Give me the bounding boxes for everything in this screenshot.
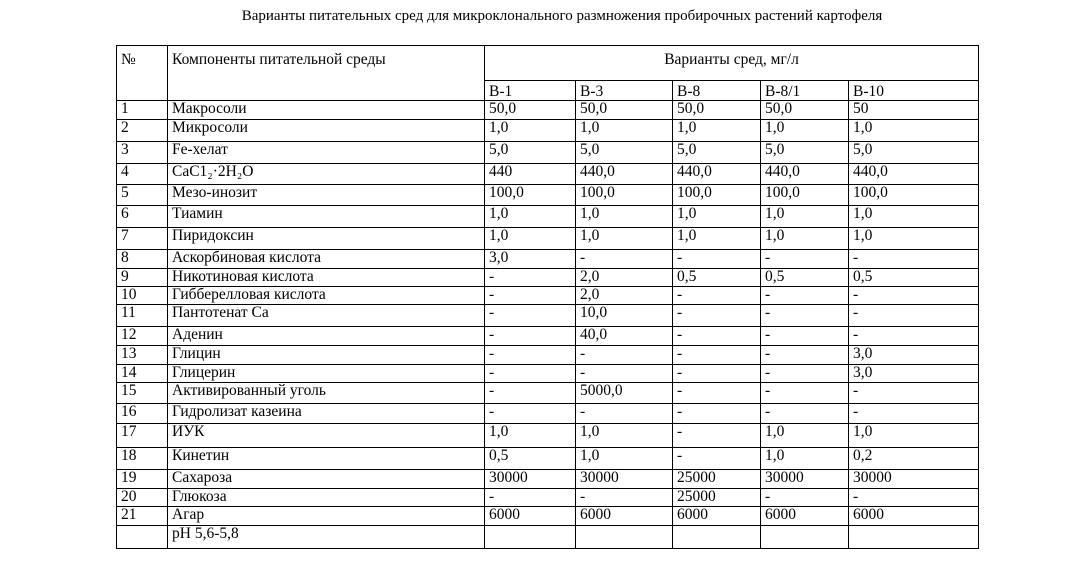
component-name: Микросоли bbox=[168, 120, 485, 142]
variant-value: 30000 bbox=[485, 470, 576, 489]
variant-value: 100,0 bbox=[673, 185, 761, 206]
row-number: 12 bbox=[117, 327, 168, 346]
variant-value: 440,0 bbox=[673, 164, 761, 185]
variant-value: 440,0 bbox=[761, 164, 849, 185]
variant-value: 0,5 bbox=[761, 269, 849, 287]
row-number: 2 bbox=[117, 120, 168, 142]
row-number: 21 bbox=[117, 507, 168, 526]
variant-value: 440,0 bbox=[849, 164, 979, 185]
variant-value: 1,0 bbox=[576, 424, 673, 448]
component-name: Агар bbox=[168, 507, 485, 526]
table-row bbox=[117, 206, 979, 228]
variant-value: 1,0 bbox=[761, 206, 849, 228]
variant-value bbox=[485, 526, 576, 549]
variant-value: 25000 bbox=[673, 489, 761, 507]
component-name: pH 5,6-5,8 bbox=[168, 526, 485, 549]
table-row bbox=[117, 142, 979, 164]
variant-value: - bbox=[485, 269, 576, 287]
row-number: 11 bbox=[117, 305, 168, 327]
row-number: 3 bbox=[117, 142, 168, 164]
variant-value: - bbox=[485, 489, 576, 507]
variant-value: 1,0 bbox=[485, 120, 576, 142]
variant-value: 6000 bbox=[761, 507, 849, 526]
table-row bbox=[117, 120, 979, 142]
table-row bbox=[117, 489, 979, 507]
table-row bbox=[117, 305, 979, 327]
variant-value: 5,0 bbox=[673, 142, 761, 164]
variant-value: 1,0 bbox=[485, 206, 576, 228]
variant-value: 1,0 bbox=[485, 228, 576, 250]
component-name: Кинетин bbox=[168, 448, 485, 470]
variant-value: 1,0 bbox=[673, 120, 761, 142]
variant-value: - bbox=[485, 383, 576, 404]
table-row bbox=[117, 365, 979, 383]
variant-value: 2,0 bbox=[576, 287, 673, 305]
variant-value: - bbox=[761, 305, 849, 327]
component-name: Глюкоза bbox=[168, 489, 485, 507]
variant-value: 100,0 bbox=[761, 185, 849, 206]
variant-value: - bbox=[485, 404, 576, 424]
variant-value: - bbox=[761, 365, 849, 383]
variant-value: 5,0 bbox=[576, 142, 673, 164]
row-number: 15 bbox=[117, 383, 168, 404]
variant-value: 0,5 bbox=[485, 448, 576, 470]
variant-value: - bbox=[673, 287, 761, 305]
variant-value: 30000 bbox=[576, 470, 673, 489]
variant-value: - bbox=[485, 305, 576, 327]
row-number: 18 bbox=[117, 448, 168, 470]
variant-value: 30000 bbox=[849, 470, 979, 489]
variant-value: 1,0 bbox=[761, 120, 849, 142]
header-variant-col: В-10 bbox=[849, 81, 979, 101]
variant-value: 1,0 bbox=[576, 206, 673, 228]
component-name: Мезо-инозит bbox=[168, 185, 485, 206]
header-variant-col: В-1 bbox=[485, 81, 576, 101]
variant-value: 1,0 bbox=[761, 448, 849, 470]
table-row bbox=[117, 404, 979, 424]
row-number: 6 bbox=[117, 206, 168, 228]
variant-value: 0,5 bbox=[673, 269, 761, 287]
table-body bbox=[117, 101, 979, 549]
variant-value: - bbox=[576, 404, 673, 424]
component-name: Аскорбиновая кислота bbox=[168, 250, 485, 269]
variant-value: - bbox=[485, 365, 576, 383]
variant-value: 6000 bbox=[485, 507, 576, 526]
variant-value: 5000,0 bbox=[576, 383, 673, 404]
component-name: ИУК bbox=[168, 424, 485, 448]
variant-value: 1,0 bbox=[761, 228, 849, 250]
table-row bbox=[117, 185, 979, 206]
variant-value: - bbox=[761, 346, 849, 365]
row-number: 9 bbox=[117, 269, 168, 287]
variant-value: - bbox=[761, 404, 849, 424]
variant-value: 1,0 bbox=[673, 228, 761, 250]
variant-value: - bbox=[761, 327, 849, 346]
variant-value: - bbox=[673, 250, 761, 269]
variant-value: 1,0 bbox=[849, 120, 979, 142]
variant-value bbox=[576, 526, 673, 549]
table-row bbox=[117, 448, 979, 470]
variant-value: - bbox=[673, 448, 761, 470]
variant-value: 1,0 bbox=[673, 206, 761, 228]
variant-value: - bbox=[761, 287, 849, 305]
variant-value: 1,0 bbox=[485, 424, 576, 448]
variant-value: 3,0 bbox=[849, 365, 979, 383]
variant-value bbox=[673, 526, 761, 549]
component-name: Макросоли bbox=[168, 101, 485, 120]
variant-value: 100,0 bbox=[576, 185, 673, 206]
component-name: Fe-хелат bbox=[168, 142, 485, 164]
header-variant-col: В-8 bbox=[673, 81, 761, 101]
variant-value: 0,5 bbox=[849, 269, 979, 287]
row-number: 17 bbox=[117, 424, 168, 448]
variant-value: 3,0 bbox=[849, 346, 979, 365]
variant-value bbox=[761, 526, 849, 549]
table-row bbox=[117, 228, 979, 250]
variant-value: - bbox=[849, 305, 979, 327]
variant-value: 3,0 bbox=[485, 250, 576, 269]
header-component: Компоненты питательной среды bbox=[168, 46, 485, 101]
variant-value: 50,0 bbox=[673, 101, 761, 120]
row-number: 19 bbox=[117, 470, 168, 489]
variant-value: 40,0 bbox=[576, 327, 673, 346]
variant-value: 1,0 bbox=[576, 120, 673, 142]
variant-value: 1,0 bbox=[849, 206, 979, 228]
nutrient-media-table bbox=[116, 45, 979, 549]
variant-value: 50,0 bbox=[761, 101, 849, 120]
table-row bbox=[117, 346, 979, 365]
variant-value: - bbox=[576, 489, 673, 507]
table-row bbox=[117, 526, 979, 549]
variant-value: 6000 bbox=[849, 507, 979, 526]
variant-value: 6000 bbox=[576, 507, 673, 526]
variant-value: 100,0 bbox=[485, 185, 576, 206]
row-number: 14 bbox=[117, 365, 168, 383]
variant-value: 440,0 bbox=[576, 164, 673, 185]
table-row bbox=[117, 424, 979, 448]
component-name: Аденин bbox=[168, 327, 485, 346]
row-number: 16 bbox=[117, 404, 168, 424]
variant-value: - bbox=[761, 489, 849, 507]
component-name: Тиамин bbox=[168, 206, 485, 228]
row-number: 20 bbox=[117, 489, 168, 507]
component-name: Сахароза bbox=[168, 470, 485, 489]
variant-value: - bbox=[673, 424, 761, 448]
header-variant-col: В-8/1 bbox=[761, 81, 849, 101]
variant-value: 1,0 bbox=[576, 448, 673, 470]
variant-value: 5,0 bbox=[849, 142, 979, 164]
variant-value: - bbox=[673, 404, 761, 424]
header-variant-col: В-3 bbox=[576, 81, 673, 101]
variant-value: - bbox=[849, 489, 979, 507]
variant-value: 2,0 bbox=[576, 269, 673, 287]
variant-value: - bbox=[485, 287, 576, 305]
component-name: Пиридоксин bbox=[168, 228, 485, 250]
row-number: 10 bbox=[117, 287, 168, 305]
variant-value: - bbox=[849, 250, 979, 269]
variant-value: - bbox=[849, 383, 979, 404]
variant-value: 50,0 bbox=[485, 101, 576, 120]
variant-value: - bbox=[673, 346, 761, 365]
table-row bbox=[117, 250, 979, 269]
variant-value bbox=[849, 526, 979, 549]
variant-value: 0,2 bbox=[849, 448, 979, 470]
variant-value: - bbox=[761, 383, 849, 404]
table-row bbox=[117, 383, 979, 404]
variant-value: - bbox=[485, 327, 576, 346]
table-title: Варианты питательных сред для микроклонального размножения пробирочных растений картофеля bbox=[241, 8, 883, 24]
row-number: 8 bbox=[117, 250, 168, 269]
component-name: CaC1₂·2H₂O bbox=[168, 164, 485, 185]
component-name: Глицерин bbox=[168, 365, 485, 383]
variant-value: 25000 bbox=[673, 470, 761, 489]
table-row bbox=[117, 164, 979, 185]
variant-value: 1,0 bbox=[761, 424, 849, 448]
variant-value: - bbox=[673, 383, 761, 404]
row-number: 4 bbox=[117, 164, 168, 185]
variant-value: - bbox=[673, 327, 761, 346]
variant-value: 1,0 bbox=[576, 228, 673, 250]
variant-value: - bbox=[576, 346, 673, 365]
component-name: Активированный уголь bbox=[168, 383, 485, 404]
variant-value: - bbox=[673, 305, 761, 327]
table-row bbox=[117, 327, 979, 346]
variant-value: 6000 bbox=[673, 507, 761, 526]
table-row bbox=[117, 269, 979, 287]
variant-value: 50 bbox=[849, 101, 979, 120]
component-name: Глицин bbox=[168, 346, 485, 365]
variant-value: 1,0 bbox=[849, 228, 979, 250]
row-number: 5 bbox=[117, 185, 168, 206]
row-number: 7 bbox=[117, 228, 168, 250]
component-name: Никотиновая кислота bbox=[168, 269, 485, 287]
variant-value: - bbox=[849, 404, 979, 424]
component-name: Гиббереллoвая кислота bbox=[168, 287, 485, 305]
variant-value: - bbox=[485, 346, 576, 365]
variant-value: - bbox=[576, 365, 673, 383]
variant-value: 10,0 bbox=[576, 305, 673, 327]
variant-value: 5,0 bbox=[761, 142, 849, 164]
variant-value: - bbox=[849, 287, 979, 305]
table-row bbox=[117, 101, 979, 120]
variant-value: - bbox=[761, 250, 849, 269]
header-variants: Варианты сред, мг/л bbox=[485, 46, 979, 81]
variant-value: 100,0 bbox=[849, 185, 979, 206]
table-row bbox=[117, 507, 979, 526]
table-row bbox=[117, 470, 979, 489]
variant-value: 50,0 bbox=[576, 101, 673, 120]
variant-value: 440 bbox=[485, 164, 576, 185]
row-number bbox=[117, 526, 168, 549]
component-name: Гидролизат казеина bbox=[168, 404, 485, 424]
variant-value: 5,0 bbox=[485, 142, 576, 164]
header-number: № bbox=[117, 46, 168, 101]
variant-value: - bbox=[849, 327, 979, 346]
row-number: 1 bbox=[117, 101, 168, 120]
component-name: Пантотенат Са bbox=[168, 305, 485, 327]
table-row bbox=[117, 287, 979, 305]
variant-value: - bbox=[673, 365, 761, 383]
row-number: 13 bbox=[117, 346, 168, 365]
variant-value: 1,0 bbox=[849, 424, 979, 448]
variant-value: 30000 bbox=[761, 470, 849, 489]
variant-value: - bbox=[576, 250, 673, 269]
